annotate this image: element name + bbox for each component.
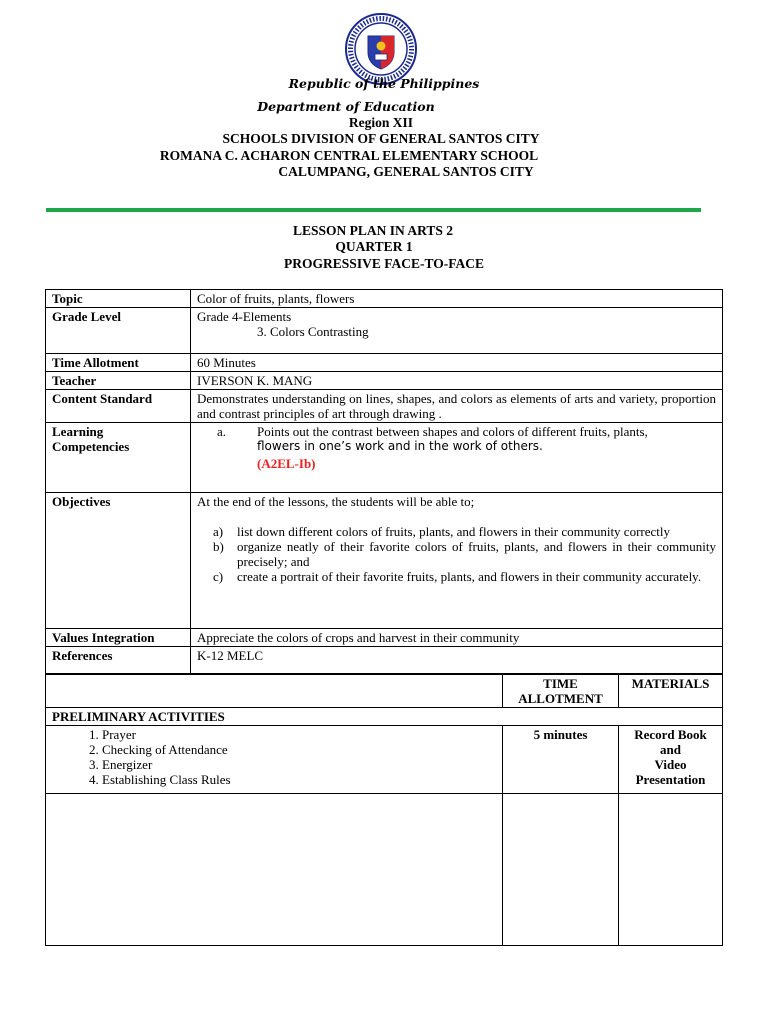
grade-value: Grade 4-Elements	[197, 309, 292, 324]
objective-marker: c)	[213, 569, 224, 584]
table-row	[46, 390, 723, 423]
table-row	[46, 372, 723, 390]
topic-value: Color of fruits, plants, flowers	[191, 290, 723, 308]
table-row	[46, 354, 723, 372]
preliminary-label: PRELIMINARY ACTIVITIES	[46, 708, 723, 726]
objective-text: list down different colors of fruits, plants, and flowers in their community correctly	[237, 524, 670, 539]
material-line: Presentation	[635, 772, 706, 787]
empty-cell	[46, 794, 503, 946]
preliminary-items-cell	[46, 726, 503, 794]
list-item: 3. Energizer	[102, 757, 496, 772]
time-label: Time Allotment	[46, 354, 191, 372]
objectives-cell	[191, 493, 723, 629]
time-allotment-header	[503, 675, 619, 708]
values-value: Appreciate the colors of crops and harvest in their community	[191, 629, 723, 647]
lesson-info-table	[45, 289, 723, 674]
school-address: CALUMPANG, GENERAL SANTOS CITY	[278, 164, 534, 179]
competency-cell	[191, 423, 723, 493]
empty-cell	[619, 794, 723, 946]
table-row	[46, 708, 723, 726]
table-row	[46, 675, 723, 708]
activities-header-blank	[46, 675, 503, 708]
school-name: ROMANA C. ACHARON CENTRAL ELEMENTARY SCHOOL	[159, 148, 539, 163]
green-divider	[46, 208, 701, 212]
list-item: 2. Checking of Attendance	[102, 742, 496, 757]
list-item: 1. Prayer	[102, 727, 496, 742]
activities-table	[45, 674, 723, 946]
references-label: References	[46, 647, 191, 674]
competency-code: (A2EL-Ib)	[257, 456, 316, 471]
values-label: Values Integration	[46, 629, 191, 647]
standard-label: Content Standard	[46, 390, 191, 423]
teacher-value: IVERSON K. MANG	[191, 372, 723, 390]
references-value: K-12 MELC	[191, 647, 723, 674]
material-line: Record Book	[634, 727, 707, 742]
table-row	[46, 423, 723, 493]
standard-value: Demonstrates understanding on lines, shapes, and colors as elements of arts and variety, proportion and contrast principles of art through drawing .	[191, 390, 723, 423]
objectives-list	[197, 524, 716, 584]
list-item	[197, 524, 716, 539]
competency-marker: a.	[217, 424, 227, 439]
objectives-label: Objectives	[46, 493, 191, 629]
lesson-title: LESSON PLAN IN ARTS 2	[292, 223, 454, 238]
competency-label-1: Learning	[52, 424, 104, 439]
deped-seal	[344, 12, 418, 86]
list-item	[197, 539, 716, 569]
region-line: Region XII	[348, 115, 414, 130]
time-value: 60 Minutes	[191, 354, 723, 372]
division-line: SCHOOLS DIVISION OF GENERAL SANTOS CITY	[222, 131, 540, 146]
table-row	[46, 647, 723, 674]
list-item	[197, 569, 716, 584]
competency-text-1: Points out the contrast between shapes and colors of different fruits, plants,	[257, 424, 648, 439]
table-row	[46, 629, 723, 647]
objective-marker: a)	[213, 524, 224, 539]
grade-sub: 3. Colors Contrasting	[257, 324, 369, 339]
republic-line: Republic of the Philippines	[288, 76, 480, 91]
quarter-title: QUARTER 1	[335, 239, 413, 254]
table-row	[46, 794, 723, 946]
department-line: Department of Education	[257, 99, 435, 114]
preliminary-time: 5 minutes	[503, 726, 619, 794]
table-row	[46, 290, 723, 308]
competency-label	[46, 423, 191, 493]
competency-label-2: Competencies	[52, 439, 130, 454]
table-row	[46, 308, 723, 354]
modality-title: PROGRESSIVE FACE-TO-FACE	[284, 256, 484, 271]
table-row	[46, 726, 723, 794]
topic-label: Topic	[46, 290, 191, 308]
materials-header: MATERIALS	[619, 675, 723, 708]
time-header-line2: ALLOTMENT	[518, 691, 603, 706]
material-line: and	[660, 742, 681, 757]
empty-cell	[503, 794, 619, 946]
time-header-line1: TIME	[543, 676, 578, 691]
table-row	[46, 493, 723, 629]
competency-text-2: flowers in one’s work and in the work of others.	[257, 439, 543, 453]
objective-text: organize neatly of their favorite colors of fruits, plants, and flowers in their community precisely; and	[237, 539, 716, 569]
list-item: 4. Establishing Class Rules	[102, 772, 496, 787]
preliminary-list	[52, 727, 496, 787]
grade-cell	[191, 308, 723, 354]
teacher-label: Teacher	[46, 372, 191, 390]
material-line: Video	[654, 757, 687, 772]
objective-marker: b)	[213, 539, 224, 554]
objectives-intro: At the end of the lessons, the students will be able to;	[197, 494, 475, 509]
preliminary-materials	[619, 726, 723, 794]
objective-text: create a portrait of their favorite fruits, plants, and flowers in their community accurately.	[237, 569, 702, 584]
grade-label: Grade Level	[46, 308, 191, 354]
